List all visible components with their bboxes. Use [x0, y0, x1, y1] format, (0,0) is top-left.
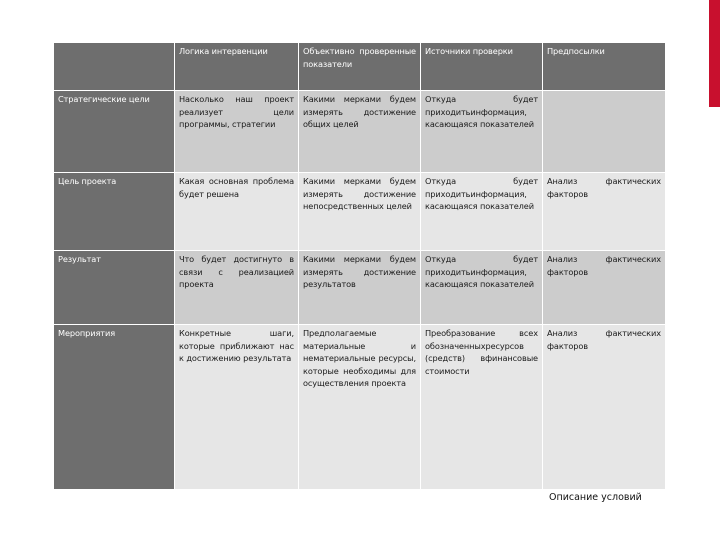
table-header-row: [54, 43, 666, 91]
table-cell: Откуда будет приходитьинформация, касающаяся показателей: [421, 251, 543, 325]
table-cell: [543, 91, 666, 173]
table-cell: Насколько наш проект реализует цели программы, стратегии: [175, 91, 299, 173]
header-indicators: Объективно проверенные показатели: [299, 43, 421, 91]
table-cell: Какими мерками будем измерять достижение непосредственных целей: [299, 173, 421, 251]
table-row: [54, 173, 666, 251]
table-cell: Какими мерками будем измерять достижение результатов: [299, 251, 421, 325]
table-row: [54, 325, 666, 490]
header-intervention-logic: Логика интервенции: [175, 43, 299, 91]
table-cell: Предполагаемые материальные и нематериальные ресурсы, которые необходимы для осуществления проекта: [299, 325, 421, 490]
row-label: Результат: [54, 251, 175, 325]
table-cell: Конкретные шаги, которые приближают нас к достижению результата: [175, 325, 299, 490]
table-row: [54, 251, 666, 325]
logframe-table: [53, 42, 666, 490]
row-label: Цель проекта: [54, 173, 175, 251]
row-label: Стратегические цели: [54, 91, 175, 173]
header-assumptions: Предпосылки: [543, 43, 666, 91]
table-cell: Преобразование всех обозначенныхресурсов (средств) вфинансовые стоимости: [421, 325, 543, 490]
table-cell: Анализ фактических факторов: [543, 173, 666, 251]
table-cell: Какая основная проблема будет решена: [175, 173, 299, 251]
table-cell: Анализ фактических факторов: [543, 325, 666, 490]
header-verification-sources: Источники проверки: [421, 43, 543, 91]
table-cell: Что будет достигнуто в связи с реализацией проекта: [175, 251, 299, 325]
table-cell: Откуда будет приходитьинформация, касающаяся показателей: [421, 91, 543, 173]
caption: Описание условий: [549, 492, 642, 503]
table-row: [54, 91, 666, 173]
row-label: Мероприятия: [54, 325, 175, 490]
accent-bar: [709, 0, 720, 107]
table-cell: Анализ фактических факторов: [543, 251, 666, 325]
table-cell: Откуда будет приходитьинформация, касающаяся показателей: [421, 173, 543, 251]
header-corner: [54, 43, 175, 91]
table-cell: Какими мерками будем измерять достижение общих целей: [299, 91, 421, 173]
